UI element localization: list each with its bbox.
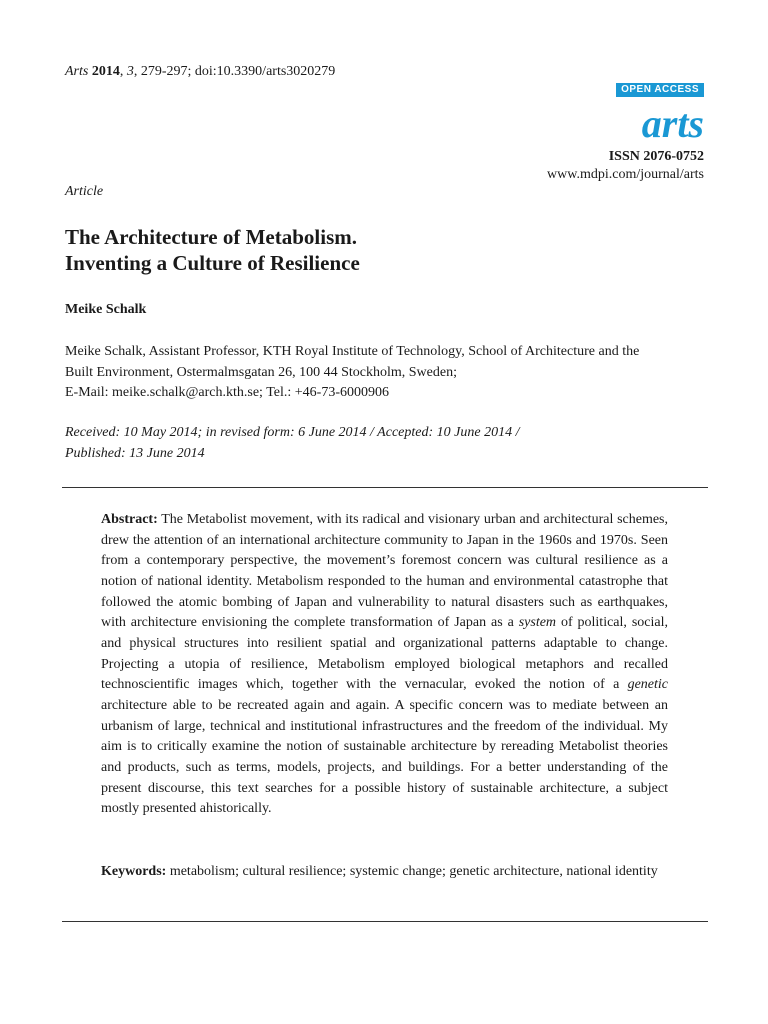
abstract-label: Abstract: (101, 512, 158, 527)
citation-pages-doi: , 279-297; doi:10.3390/arts3020279 (133, 64, 336, 79)
article-title (65, 224, 360, 276)
title-line-2: Inventing a Culture of Resilience (65, 251, 360, 275)
citation-line: Arts 2014, 3, 279-297; doi:10.3390/arts3020279 (65, 64, 336, 79)
article-type: Article (65, 184, 104, 199)
affiliation (65, 342, 710, 404)
keywords-text: metabolism; cultural resilience; systemic change; genetic architecture, national identity (166, 864, 658, 879)
citation-year: 2014 (91, 64, 120, 79)
bottom-divider (62, 921, 708, 922)
abstract (101, 510, 668, 820)
abstract-emphasis-genetic: genetic (627, 677, 668, 693)
citation-volume: 3 (126, 64, 134, 79)
title-line-1: The Architecture of Metabolism. (65, 225, 358, 249)
open-access-badge: OPEN ACCESS (616, 83, 704, 97)
issn: ISSN 2076-0752 (608, 149, 704, 164)
dates-line-1: Received: 10 May 2014; in revised form: 6 June 2014 / Accepted: 10 June 2014 / (65, 425, 520, 440)
affiliation-contact: E-Mail: meike.schalk@arch.kth.se; Tel.: +46-73-6000906 (65, 385, 389, 400)
affiliation-line-1: Meike Schalk, Assistant Professor, KTH Royal Institute of Technology, School of Architecture and the (65, 344, 640, 359)
keywords (101, 861, 668, 882)
affiliation-line-2: Built Environment, Ostermalmsgatan 26, 100 44 Stockholm, Sweden; (65, 364, 457, 380)
author-name: Meike Schalk (65, 302, 147, 317)
dates-line-2: Published: 13 June 2014 (65, 445, 205, 461)
keywords-label: Keywords: (101, 864, 167, 879)
journal-logo: arts (641, 101, 704, 146)
abstract-emphasis-system: system (518, 615, 557, 631)
citation-journal: Arts (65, 64, 89, 79)
abstract-text-3: architecture able to be recreated again and again. A specific concern was to mediate between an urbanism of large, technical and institutional infrastructures and the freedom of the individual. My aim is to critically examine the notion of sustainable architecture by rereading Metabolist theories and products, such as terms, models, projects, and buildings. For a better understanding of the present discourse, this text searches for a possible history of sustainable architecture, a subject mostly presented ahistorically. (101, 697, 668, 817)
publication-dates (65, 423, 710, 464)
journal-url[interactable]: www.mdpi.com/journal/arts (547, 167, 704, 182)
abstract-text-2: of political, social, and physical structures into resilient spatial and organizational patterns adaptable to change. Projecting a utopia of resilience, Metabolism employed biological metaphors and recalled technoscientific images which, together with the vernacular, evoked the notion of a (101, 615, 668, 693)
top-divider (62, 487, 708, 488)
abstract-text-1: The Metabolist movement, with its radical and visionary urban and architectural schemes, drew the attention of an international architecture community to Japan in the 1960s and 1970s. Seen from a contemporary perspective, the movement’s foremost concern was cultural resilience as a notion of national identity. Metabolism responded to the human and environmental catastrophe that followed the atomic bombing of Japan and vulnerability to natural disasters such as earthquakes, with architecture envisioning the complete transformation of Japan as a (101, 512, 668, 631)
